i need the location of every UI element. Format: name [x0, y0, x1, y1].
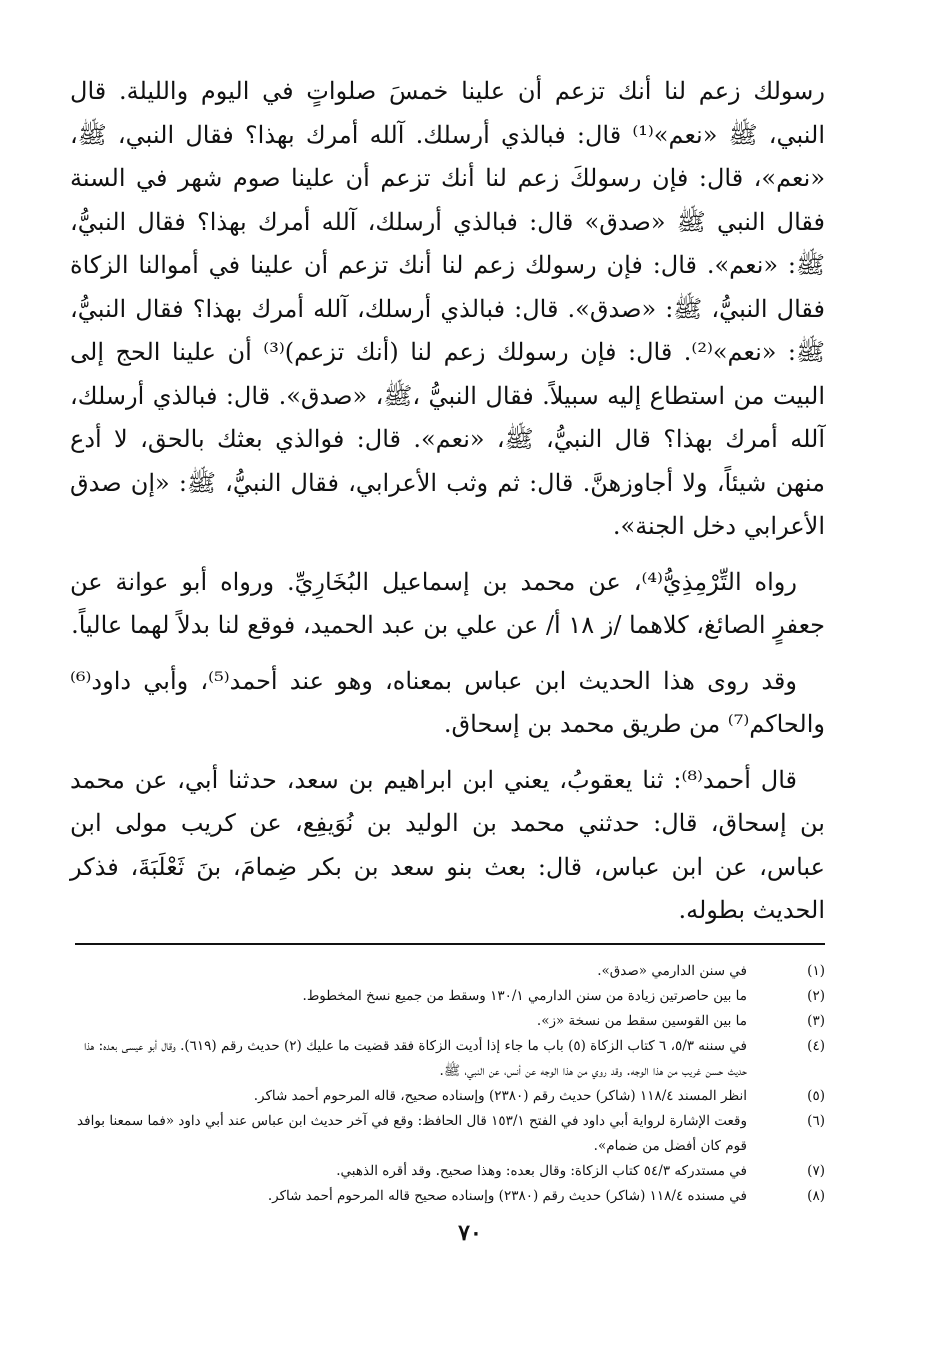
footnote-number: (٧): [807, 1162, 825, 1179]
paragraph-hadith: رسولك زعم لنا أنك تزعم أن علينا خمسَ صلواتٍ في اليوم والليلة. قال النبي، ﷺ «نعم»⁽¹⁾ قال: فبالذي أرسلك. آلله أمرك بهذا؟ فقال النبي، ﷺ، «نعم»، قال: فإن رسولكَ زعم لنا أنك تزعم أن علينا صوم شهر في السنة فقال النبي ﷺ «صدق» قال: فبالذي أرسلك، آلله أمرك بهذا؟ فقال النبيُّ، ﷺ: «نعم». قال: فإن رسولك زعم لنا أنك تزعم أن علينا في أموالنا الزكاة فقال النبيُّ، ﷺ: «صدق». قال: فبالذي أرسلك، آلله أمرك بهذا؟ فقال النبيُّ، ﷺ: «نعم»⁽²⁾. قال: فإن رسولك زعم لنا (أنك تزعم)⁽³⁾ أن علينا الحج إلى البيت من استطاع إليه سبيلاً. فقال النبيُّ ،ﷺ، «صدق». قال: فبالذي أرسلك، آلله أمرك بهذا؟ قال النبيُّ، ﷺ، «نعم». قال: فوالذي بعثك بالحق، لا أدع منهن شيئاً، ولا أجاوزهنَّ. قال: ثم وثب الأعرابي، فقال النبيُّ، ﷺ: «إن صدق الأعرابي دخل الجنة».: [70, 77, 826, 540]
paragraph-ahmad: قال أحمد⁽⁸⁾: ثنا يعقوبُ، يعني ابن ابراهيم بن سعد، حدثنا أبي، عن محمد بن إسحاق، قال: حدثني محمد بن الوليد بن نُوَيفِع، عن كريب مولى ابن عباس، عن ابن عباس، قال: بعث بنو سعد بن بكر ضِمامَ، بنَ ثَعْلَبَةَ، فذكر الحديث بطوله.: [70, 765, 825, 924]
footnote-number: (١): [807, 962, 825, 979]
page-body: [70, 70, 825, 1209]
footnote-text: ما بين حاصرتين زيادة من سنن الدارمي ١٣٠/١ وسقط من جميع نسخ المخطوط.: [302, 987, 747, 1004]
footnote-text: في مستدركه ٥٤/٣ كتاب الزكاة: وقال بعده: وهذا صحيح. وقد أقره الذهبي.: [336, 1162, 747, 1179]
footnote-number: (٤): [807, 1037, 825, 1054]
footnote: [70, 984, 825, 1009]
footnote-text: في مسنده ١١٨/٤ (شاكر) حديث رقم (٢٣٨٠) وإسناده صحيح قاله المرحوم أحمد شاكر.: [267, 1187, 747, 1204]
footnote: [70, 1084, 825, 1109]
footnote-text: في سننه ٥/٣، ٦ كتاب الزكاة (٥) باب ما جاء إذا أديت الزكاة فقد قضيت ما عليك (٢) حديث رقم (٦١٩). وقال أبو عيسى بعده: هذا حديث حسن غريب من هذا الوجه. وقد روي من هذا الوجه عن أنس، عن النبي، ﷺ.: [83, 1037, 747, 1079]
footnote: [70, 1184, 825, 1209]
footnote: [70, 1034, 825, 1084]
footnote-text: ما بين القوسين سقط من نسخة «ز».: [536, 1012, 747, 1029]
footnote: [70, 959, 825, 984]
footnote: [70, 1009, 825, 1034]
footnote-number: (٦): [807, 1112, 825, 1129]
main-text: [70, 70, 825, 933]
footnote-text: انظر المسند ١١٨/٤ (شاكر) حديث رقم (٢٣٨٠) وإسناده صحيح، قاله المرحوم أحمد شاكر.: [253, 1087, 747, 1104]
footnotes: [70, 959, 825, 1209]
paragraph-tirmidhi: رواه التِّرْمِذِيُّ⁽⁴⁾، عن محمد بن إسماعيل البُخَارِيِّ. ورواه أبو عوانة عن جعفرٍ الصائغ، كلاهما /ز ١٨ أ/ عن علي بن عبد الحميد، فوقع لنا بدلاً لهما عالياً.: [70, 567, 825, 639]
footnote-number: (٣): [807, 1012, 825, 1029]
footnote-divider: [75, 943, 825, 945]
footnote-text: وقعت الإشارة لرواية أبي داود في الفتح ١٥٣/١ قال الحافظ: وقع في آخر حديث ابن عباس عند أبي داود «فما سمعنا بوافد قوم كان أفضل من ضمام».: [77, 1112, 747, 1154]
footnote-number: (٥): [807, 1087, 825, 1104]
page-number: ٧٠: [458, 1220, 482, 1246]
paragraph-ibn-abbas: وقد روى هذا الحديث ابن عباس بمعناه، وهو عند أحمد⁽⁵⁾، وأبي داود⁽⁶⁾ والحاكم⁽⁷⁾ من طريق محمد بن إسحاق.: [70, 666, 825, 738]
footnote-text: في سنن الدارمي «صدق».: [597, 962, 747, 979]
footnote-number: (٨): [807, 1187, 825, 1204]
footnote: [70, 1159, 825, 1184]
footnote-number: (٢): [807, 987, 825, 1004]
footnote: [70, 1109, 825, 1159]
